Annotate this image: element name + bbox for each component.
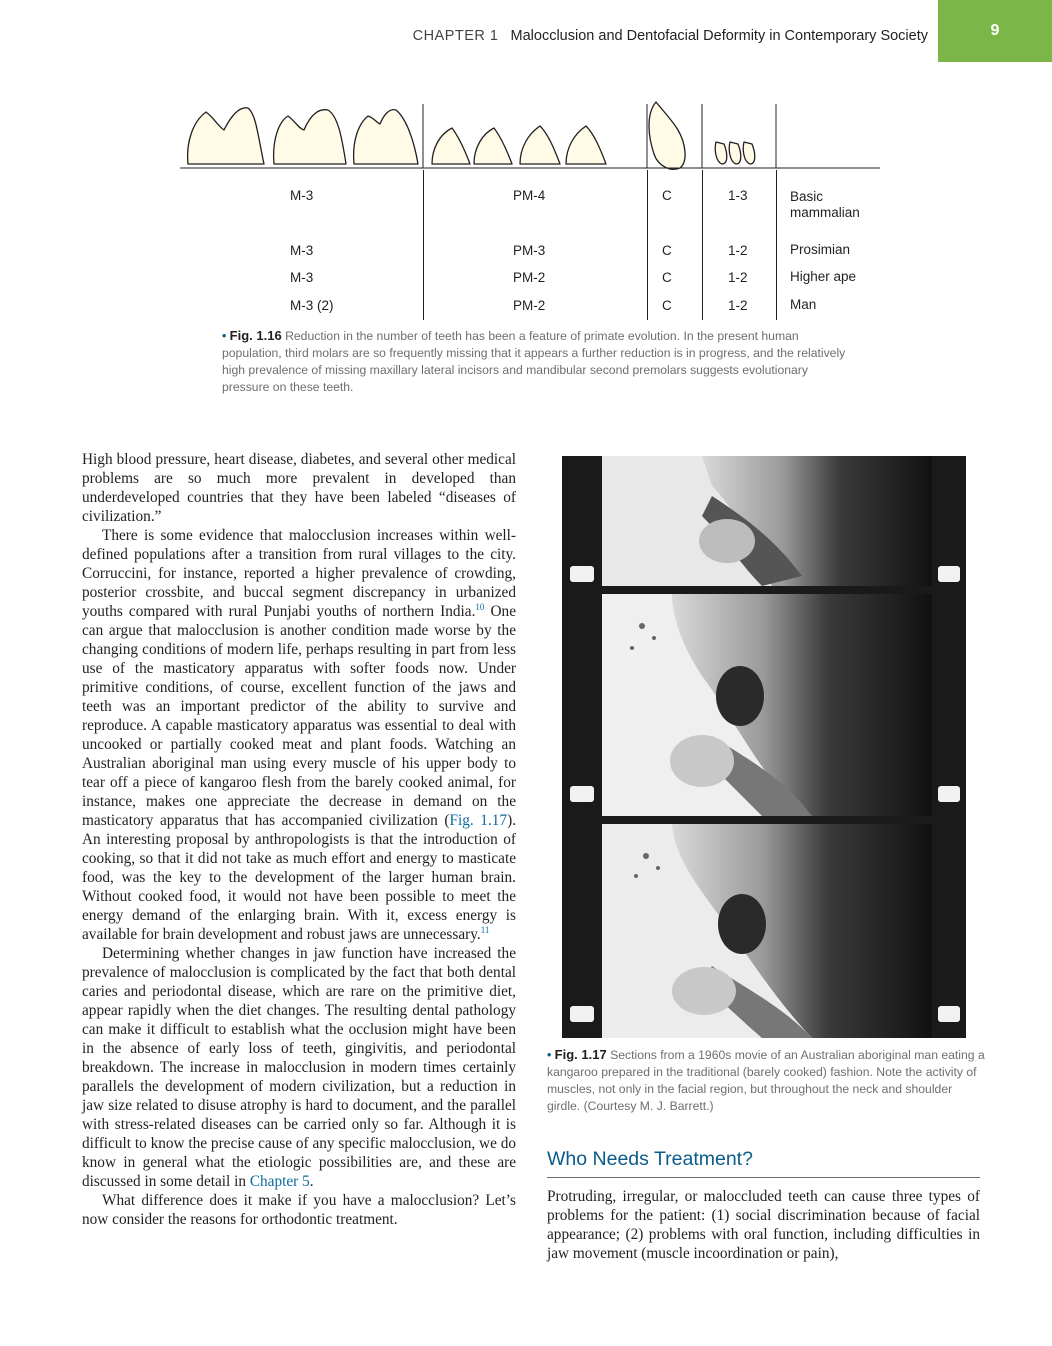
figure-1-16-caption <box>222 327 846 396</box>
canine-count: C <box>662 188 672 203</box>
incisor-count: 1-2 <box>728 270 748 285</box>
section-heading: Who Needs Treatment? <box>547 1148 980 1178</box>
premolar-count: PM-2 <box>513 270 546 285</box>
premolar-illustration <box>474 128 512 164</box>
molar-count: M-3 <box>290 188 314 203</box>
paragraph: Protruding, irregular, or maloccluded teeth can cause three types of problems for the patient: (1) social discrimination because of facial appearance; (2) problems with oral function, including difficulties in jaw movement (muscle incoordination or pain), <box>547 1188 980 1262</box>
molar-count: M-3 <box>290 270 314 285</box>
group-name: Man <box>790 297 817 312</box>
text-run: ). An interesting proposal by anthropologists is that the introduction of cooking, so that it did not take as much effort and energy to masticate food, was the key to the development of the larger human brain. Without cooked food, it would not have been possible to meet the energy demand of the enlarging brain. With it, excess energy is available for brain development and robust jaws are unnecessary. <box>82 812 517 943</box>
group-name: Prosimian <box>790 242 851 257</box>
reference-superscript[interactable]: 10 <box>475 602 485 612</box>
molar-illustration <box>274 110 346 164</box>
text-run: One can argue that malocclusion is another condition made worse by the changing conditions of modern life, perhaps resulting in part from less use of the masticatory apparatus with softer foods now. Under primitive conditions, of course, excellent function of the jaws and teeth was an important predictor of the ability to survive and reproduce. A capable masticatory apparatus was essential to deal with uncooked or partially cooked meat and plant foods. Watching an Australian aboriginal man using every muscle of his upper body to tear off a piece of kangaroo flesh from the barely cooked animal, for instance, makes one appreciate the decrease in demand on the masticatory apparatus that has accompanied civilization ( <box>82 603 517 829</box>
group-name-line2: mammalian <box>790 205 860 220</box>
group-name: Higher ape <box>790 269 857 284</box>
film-strip-photo <box>562 456 966 1038</box>
paragraph: What difference does it make if you have a malocclusion? Let’s now consider the reasons for orthodontic treatment. <box>82 1192 516 1228</box>
caption-bullet: • <box>222 329 227 343</box>
caption-text: Sections from a 1960s movie of an Australian aboriginal man eating a kangaroo prepared in the traditional (barely cooked) fashion. Note the activity of muscles, not only in the facial region, but throughout the neck and shoulder girdle. (Courtesy M. J. Barrett.) <box>547 1048 985 1113</box>
premolar-count: PM-4 <box>513 188 546 203</box>
canine-illustration <box>649 102 685 169</box>
incisor-count: 1-3 <box>728 188 748 203</box>
paragraph <box>82 526 516 944</box>
molar-illustration <box>188 108 264 164</box>
group-name: Basic <box>790 189 824 204</box>
column-divider <box>647 170 648 320</box>
figure-label: Fig. 1.17 <box>554 1047 607 1062</box>
paragraph <box>82 944 516 1191</box>
caption-text: Reduction in the number of teeth has been a feature of primate evolution. In the present human population, third molars are so frequently missing that it appears a further reduction is in progress, and the relatively high prevalence of missing maxillary lateral incisors and mandibular second premolars suggests evolutionary pressure on these teeth. <box>222 329 846 394</box>
column-divider <box>776 170 777 320</box>
body-text-right-column <box>547 1187 980 1263</box>
body-text-left-column <box>82 450 516 1229</box>
column-divider <box>423 170 424 320</box>
running-head <box>413 28 928 44</box>
caption-bullet: • <box>547 1048 552 1062</box>
text-run: . <box>309 1173 314 1190</box>
text-run: Determining whether changes in jaw function have increased the prevalence of malocclusion is complicated by the fact that both dental caries and periodontal disease, which are rare on the primitive diet, appear rapidly when the diet changes. The resulting dental pathology can make it difficult to establish what the occlusion might have been in the absence of early loss of teeth, gingivitis, and periodontal breakdown. The increase in malocclusion in modern times certainly parallels the development of modern civilization, but a reduction in jaw size related to disuse atrophy is hard to document, and the parallel with stress-related diseases can be carried only so far. Although it is difficult to know the precise cause of any specific malocclusion, we do know in general what the etiologic possibilities are, and these are discussed in some detail in <box>82 945 516 1190</box>
teeth-evolution-illustration <box>170 92 882 182</box>
molar-count: M-3 <box>290 243 314 258</box>
text-run: There is some evidence that malocclusion increases within well-defined populations after a transition from rural villages to the city. Corruccini, for instance, reported a higher prevalence of crowding, posterior crossbite, and buccal segment discrepancy in urbanized youths compared with rural Punjabi youths of northern India. <box>82 527 516 620</box>
incisor-illustration <box>715 142 727 164</box>
film-frame <box>602 824 932 1038</box>
chapter-label: CHAPTER 1 <box>412 28 499 44</box>
molar-count: M-3 (2) <box>290 298 334 313</box>
paragraph: High blood pressure, heart disease, diabetes, and several other medical problems are so much more prevalent in developed than underdeveloped countries that they have been labeled “diseases of civilization.” <box>82 451 516 525</box>
page-number: 9 <box>938 0 1052 62</box>
film-frame <box>602 456 932 586</box>
figure-link[interactable]: Fig. 1.17 <box>449 812 508 829</box>
reference-superscript[interactable]: 11 <box>480 925 490 935</box>
premolar-illustration <box>520 126 560 164</box>
incisor-count: 1-2 <box>728 243 748 258</box>
premolar-count: PM-3 <box>513 243 546 258</box>
incisor-illustration <box>743 142 755 164</box>
tooth-formula-table <box>180 170 880 322</box>
molar-illustration <box>354 110 418 164</box>
figure-label: Fig. 1.16 <box>229 328 282 343</box>
film-frame <box>602 594 932 816</box>
figure-1-17-caption <box>547 1046 987 1115</box>
chapter-link[interactable]: Chapter 5 <box>249 1173 310 1190</box>
canine-count: C <box>662 270 672 285</box>
canine-count: C <box>662 298 672 313</box>
premolar-illustration <box>566 126 606 164</box>
premolar-count: PM-2 <box>513 298 546 313</box>
incisor-illustration <box>729 142 741 164</box>
column-divider <box>702 170 703 320</box>
canine-count: C <box>662 243 672 258</box>
chapter-title: Malocclusion and Dentofacial Deformity in Contemporary Society <box>510 28 928 44</box>
incisor-count: 1-2 <box>728 298 748 313</box>
page-header <box>0 0 1052 62</box>
premolar-illustration <box>432 128 470 164</box>
